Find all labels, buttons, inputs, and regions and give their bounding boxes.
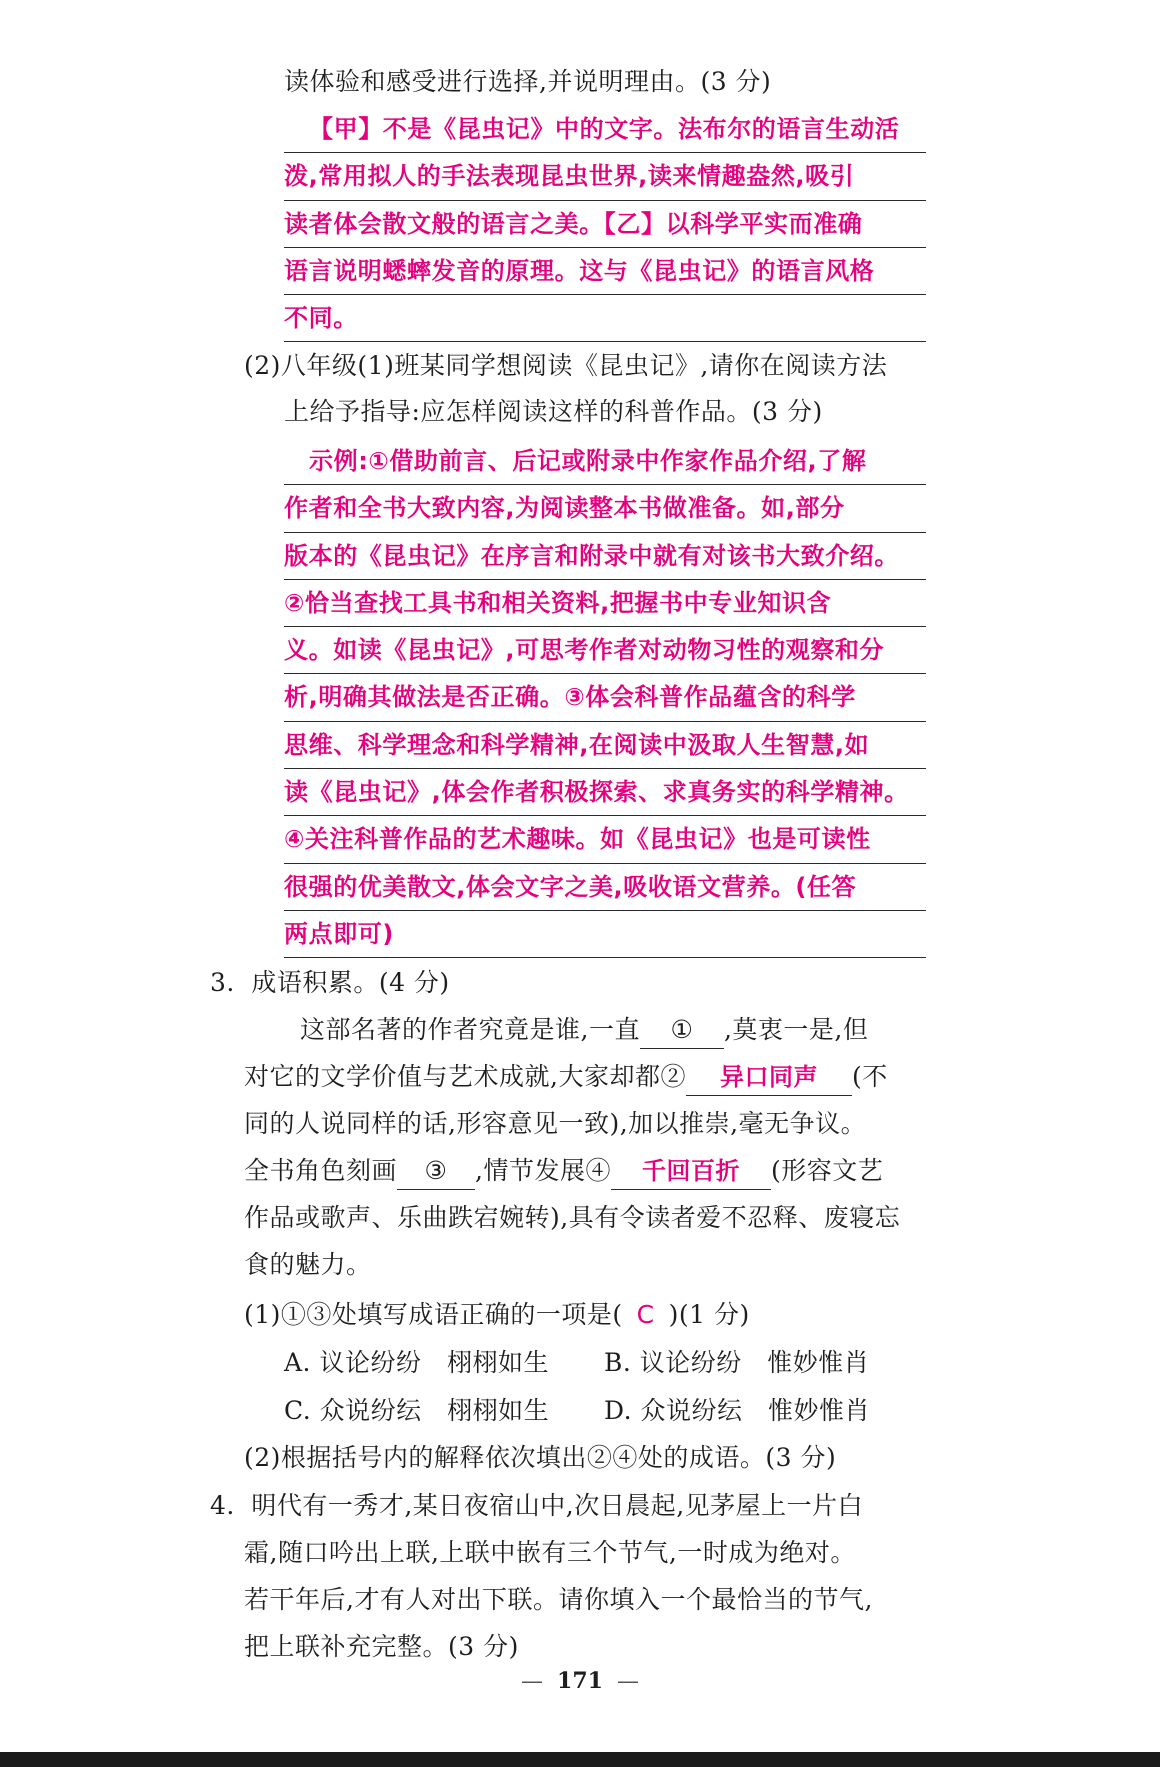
q4-line3: 若干年后,才有人对出下联。请你填入一个最恰当的节气, xyxy=(244,1585,873,1614)
q4-line2: 霜,随口吟出上联,上联中嵌有三个节气,一时成为绝对。 xyxy=(244,1538,856,1567)
passage-text: (不 xyxy=(851,1062,888,1091)
answer-line: 【甲】不是《昆虫记》中的文字。法布尔的语言生动活 xyxy=(284,106,926,153)
passage-text: 全书角色刻画 xyxy=(244,1156,398,1185)
question-text: 明代有一秀才,某日夜宿山中,次日晨起,见茅屋上一片白 xyxy=(251,1491,864,1520)
passage-text: 这部名著的作者究竟是谁,一直 xyxy=(300,1015,640,1044)
q2-part2-answer xyxy=(284,438,926,958)
bottom-edge-bar xyxy=(0,1752,1160,1767)
answer-line: 泼,常用拟人的手法表现昆虫世界,读来情趣盎然,吸引 xyxy=(284,153,926,200)
q3-passage-line2 xyxy=(244,1054,888,1100)
option-a: A. 议论纷纷 栩栩如生 xyxy=(284,1348,549,1377)
q3-sub2: (2)根据括号内的解释依次填出②④处的成语。(3 分) xyxy=(244,1443,837,1472)
blank-4-answer: 千回百折 xyxy=(611,1153,771,1190)
passage-text: ,莫衷一是,但 xyxy=(723,1015,869,1044)
q3-passage-line6: 食的魅力。 xyxy=(244,1250,372,1279)
option-c: C. 众说纷纭 栩栩如生 xyxy=(284,1396,550,1425)
answer-line: 示例:①借助前言、后记或附录中作家作品介绍,了解 xyxy=(284,438,926,485)
option-b: B. 议论纷纷 惟妙惟肖 xyxy=(604,1348,870,1377)
question-number: 3. xyxy=(210,968,235,997)
answer-line: ②恰当查找工具书和相关资料,把握书中专业知识含 xyxy=(284,580,926,627)
q2-part1-answer xyxy=(284,106,926,342)
answer-line: 义。如读《昆虫记》,可思考作者对动物习性的观察和分 xyxy=(284,627,926,674)
page-number-value: 171 xyxy=(557,1668,603,1694)
passage-text: (形容文艺 xyxy=(770,1156,884,1185)
q3-heading xyxy=(210,960,450,1006)
q2-part2-stem-line1: (2)八年级(1)班某同学想阅读《昆虫记》,请你在阅读方法 xyxy=(244,351,888,380)
answer-line: 思维、科学理念和科学精神,在阅读中汲取人生智慧,如 xyxy=(284,722,926,769)
answer-line: 不同。 xyxy=(284,295,926,342)
q4-line4: 把上联补充完整。(3 分) xyxy=(244,1632,519,1661)
option-d: D. 众说纷纭 惟妙惟肖 xyxy=(604,1396,871,1425)
q3-passage-line1 xyxy=(300,1007,868,1053)
passage-text: ,情节发展④ xyxy=(475,1156,611,1185)
answer-line: 两点即可) xyxy=(284,911,926,958)
answer-line: 版本的《昆虫记》在序言和附录中就有对该书大致介绍。 xyxy=(284,533,926,580)
answer-line: 读《昆虫记》,体会作者积极探索、求真务实的科学精神。 xyxy=(284,769,926,816)
page-number xyxy=(0,1668,1160,1694)
q2-stem-tail: 读体验和感受进行选择,并说明理由。(3 分) xyxy=(284,67,772,96)
blank-3: ③ xyxy=(397,1153,475,1190)
q3-passage-line4 xyxy=(244,1148,883,1194)
answer-line: 析,明确其做法是否正确。③体会科普作品蕴含的科学 xyxy=(284,674,926,721)
choice-answer: C xyxy=(636,1300,655,1329)
answer-line: 作者和全书大致内容,为阅读整本书做准备。如,部分 xyxy=(284,485,926,532)
q3-passage-line3: 同的人说同样的话,形容意见一致),加以推崇,毫无争议。 xyxy=(244,1109,867,1138)
answer-line: ④关注科普作品的艺术趣味。如《昆虫记》也是可读性 xyxy=(284,816,926,863)
q3-sub1 xyxy=(244,1292,750,1338)
blank-2-answer: 异口同声 xyxy=(686,1059,852,1096)
question-number: 4. xyxy=(210,1491,235,1520)
answer-line: 很强的优美散文,体会文字之美,吸收语文营养。(任答 xyxy=(284,864,926,911)
answer-line: 读者体会散文般的语言之美。【乙】以科学平实而准确 xyxy=(284,201,926,248)
blank-1: ① xyxy=(640,1012,724,1049)
page-number-dash: — xyxy=(616,1669,639,1694)
q4-line1 xyxy=(210,1483,863,1529)
passage-text: 对它的文学价值与艺术成就,大家却都② xyxy=(244,1062,686,1091)
sub-question-text: )(1 分) xyxy=(668,1300,750,1329)
page-number-dash: — xyxy=(521,1669,544,1694)
q3-passage-line5: 作品或歌声、乐曲跌宕婉转),具有令读者爱不忍释、废寝忘 xyxy=(244,1203,901,1232)
question-title: 成语积累。(4 分) xyxy=(251,968,450,997)
answer-line: 语言说明蟋蟀发音的原理。这与《昆虫记》的语言风格 xyxy=(284,248,926,295)
q2-part2-stem-line2: 上给予指导:应怎样阅读这样的科普作品。(3 分) xyxy=(284,397,823,426)
sub-question-text: (1)①③处填写成语正确的一项是( xyxy=(244,1300,623,1329)
